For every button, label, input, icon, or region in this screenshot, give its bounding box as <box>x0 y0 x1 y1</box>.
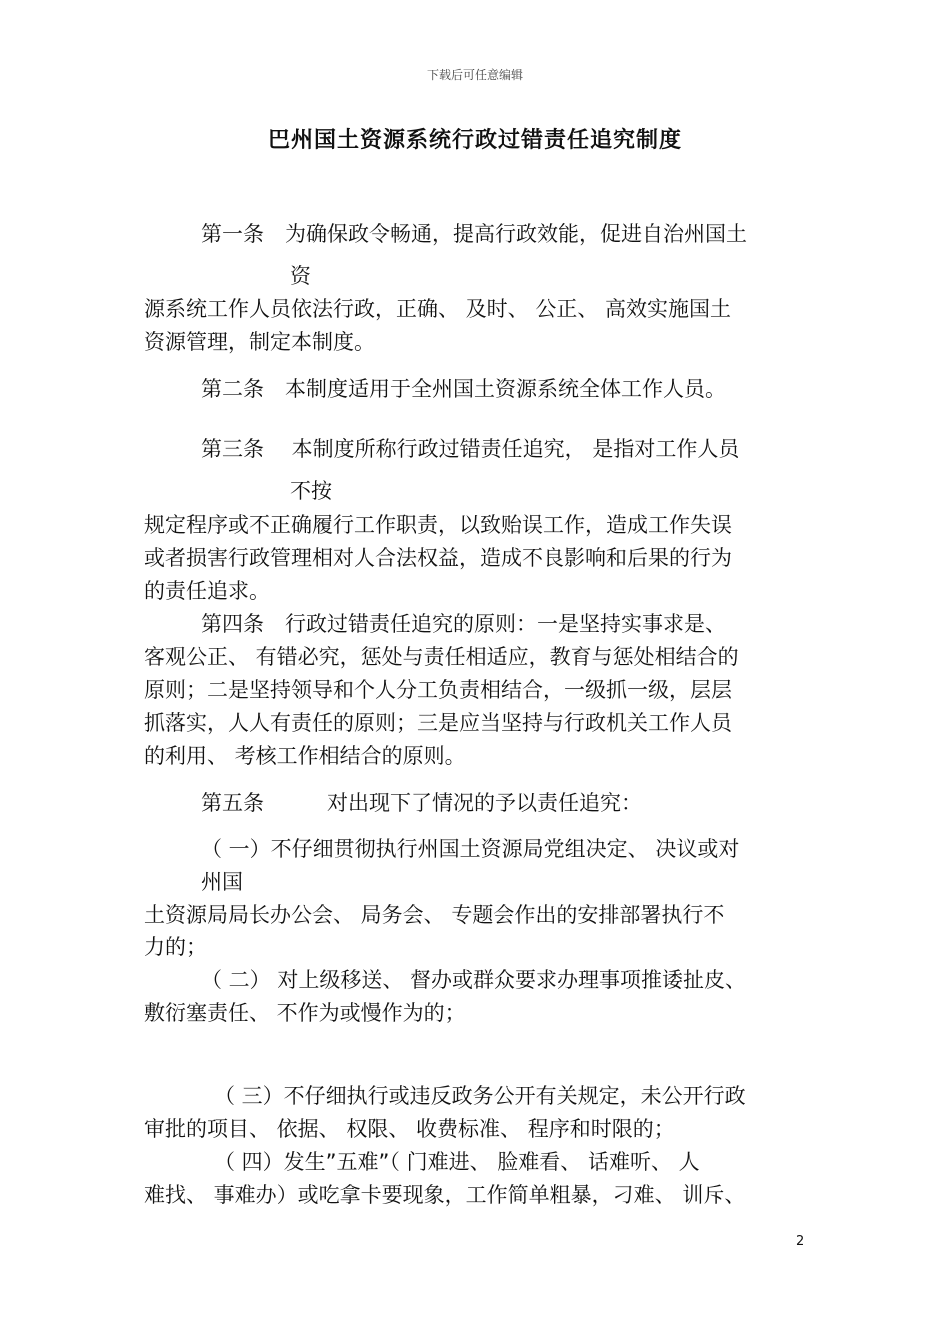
text-line: 规定程序或不正确履行工作职责，以致贻误工作，造成工作失误 <box>144 513 732 537</box>
text-line: 客观公正、 有错必究，惩处与责任相适应，教育与惩处相结合的 <box>144 645 739 669</box>
text-line: 原则；二是坚持领导和个人分工负责相结合，一级抓一级，层层 <box>144 678 732 702</box>
text-line: 第三条 本制度所称行政过错责任追究， 是指对工作人员 <box>201 437 740 461</box>
text-line: 抓落实，人人有责任的原则；三是应当坚持与行政机关工作人员 <box>144 711 732 735</box>
text-line: 土资源局局长办公会、 局务会、 专题会作出的安排部署执行不 <box>144 903 725 927</box>
text-line: （ 二） 对上级移送、 督办或群众要求办理事项推诿扯皮、 <box>201 968 747 992</box>
page-header: 下载后可任意编辑 <box>426 68 523 82</box>
text-line: 资 <box>290 264 311 288</box>
text-line: 的责任追求。 <box>144 579 270 603</box>
text-line: 第一条 为确保政令畅通，提高行政效能，促进自治州国土 <box>201 222 747 246</box>
text-line: 资源管理，制定本制度。 <box>144 330 375 354</box>
text-line: 或者损害行政管理相对人合法权益，造成不良影响和后果的行为 <box>144 546 732 570</box>
text-line: （ 三）不仔细执行或违反政务公开有关规定，未公开行政 <box>214 1084 746 1108</box>
text-line: 第五条 对出现下了情况的予以责任追究： <box>201 791 642 815</box>
text-line: 第二条 本制度适用于全州国土资源系统全体工作人员。 <box>201 377 726 401</box>
text-line: （ 一）不仔细贯彻执行州国土资源局党组决定、 决议或对 <box>201 837 740 861</box>
text-line: 力的； <box>144 935 207 959</box>
text-line: 不按 <box>290 479 332 503</box>
text-line: （ 四）发生”五难”（ 门难进、 脸难看、 话难听、 人 <box>214 1150 700 1174</box>
text-line: 审批的项目、 依据、 权限、 收费标准、 程序和时限的； <box>144 1117 675 1141</box>
text-line: 源系统工作人员依法行政，正确、 及时、 公正、 高效实施国土 <box>144 297 732 321</box>
text-line: 的利用、 考核工作相结合的原则。 <box>144 744 466 768</box>
page-number: 2 <box>796 1234 805 1249</box>
text-line: 州国 <box>201 870 243 894</box>
text-line: 第四条 行政过错责任追究的原则：一是坚持实事求是、 <box>201 612 726 636</box>
document-title: 巴州国土资源系统行政过错责任追究制度 <box>267 128 682 153</box>
text-line: 难找、 事难办）或吃拿卡要现象，工作简单粗暴，刁难、 训斥、 <box>144 1183 746 1207</box>
text-line: 敷衍塞责任、 不作为或慢作为的； <box>144 1001 466 1025</box>
